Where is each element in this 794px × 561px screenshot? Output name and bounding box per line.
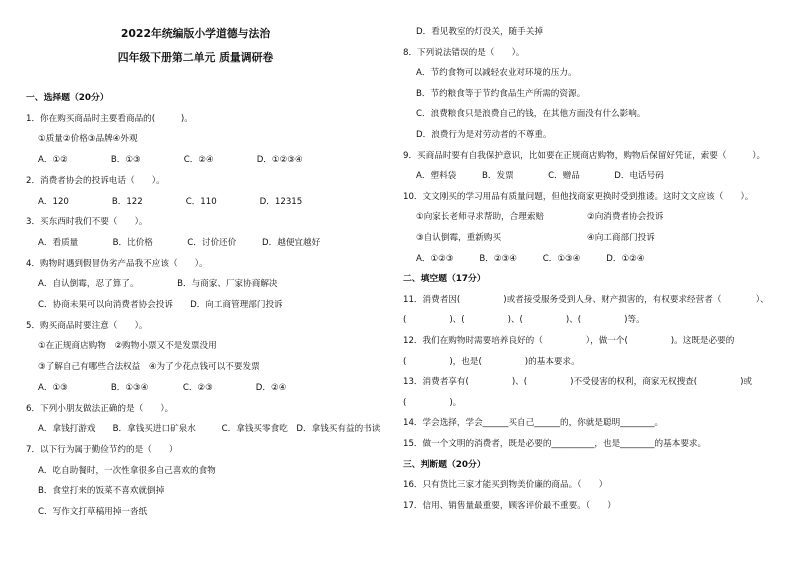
question-line: 6．下列小朋友做法正确的是（ ）。 xyxy=(26,403,174,414)
question-line: A．塑料袋 B．发票 C．赠品 D．电话号码 xyxy=(416,171,664,182)
question-line: 8．下列说法错误的是（ ）。 xyxy=(403,47,525,58)
title-line-1: 2022年统编版小学道德与法治 xyxy=(120,27,271,40)
question-line: ①在正规商店购物 ②购物小票又不是发票没用 xyxy=(38,341,217,352)
question-line: 2．消费者协会的投诉电话（ ）。 xyxy=(26,175,165,186)
question-line: 5．购买商品时要注意（ ）。 xyxy=(26,320,148,331)
question-line: A．①② B．①③ C．②④ D．①②③④ xyxy=(38,155,303,166)
section-heading: 三、判断题（20分） xyxy=(403,459,486,470)
question-line: D．浪费行为是对劳动者的不尊重。 xyxy=(416,130,552,140)
title-line-2: 四年级下册第二单元 质量调研卷 xyxy=(117,51,274,64)
question-line: 16．只有货比三家才能买到物美价廉的商品。（ ） xyxy=(403,480,608,491)
question-line: 12．我们在购物时需要培养良好的（ ），做一个( )。这既是必要的 xyxy=(403,336,735,346)
question-line: A．自认倒霉，忍了算了。 B．与商家、厂家协商解决 xyxy=(38,279,278,290)
question-line: ①向家长老师寻求帮助，合理索赔 ②向消费者协会投诉 xyxy=(416,212,664,223)
question-line: ③自认倒霉，重新购买 ④向工商部门投诉 xyxy=(416,233,655,243)
question-line: 9．买商品时要有自我保护意识，比如要在正规商店购物，购物后保留好凭证，索要（ ）。 xyxy=(403,150,766,161)
question-line: 15．做一个文明的消费者，既是必要的__________，也是________的基本要求。 xyxy=(403,439,707,449)
question-line: 3．买东西时我们不要（ ）。 xyxy=(26,217,148,228)
question-line: B．食堂打来的饭菜不喜欢就倒掉 xyxy=(38,486,165,497)
question-line: A．①③ B．①③④ C．②③ D．②④ xyxy=(38,382,287,393)
section-heading: 一、选择题（20分） xyxy=(26,93,109,103)
question-line: ③了解自己有哪些合法权益 ④为了少花点钱可以不要发票 xyxy=(38,362,260,373)
question-line: 7．以下行为属于勤俭节约的是（ ） xyxy=(26,444,178,455)
question-line: B．节约粮食等于节约食品生产所需的资源。 xyxy=(416,88,586,99)
question-line: A．①②③ B．②③④ C．①③④ D．①②④ xyxy=(416,253,645,264)
question-line: A．看质量 B．比价格 C．讨价还价 D．越便宜越好 xyxy=(38,237,321,248)
question-line: C．写作文打草稿用掉一沓纸 xyxy=(38,507,148,517)
question-line: D．看见教室的灯没关，随手关掉 xyxy=(416,27,543,37)
question-line: ①质量②价格③品牌④外观 xyxy=(38,134,138,145)
question-line: 13．消费者享有( )、( )不受侵害的权利，商家无权搜查( )或 xyxy=(403,377,753,388)
question-line: 11．消费者因( )或者接受服务受到人身、财产损害的，有权要求经营者（ ）、 xyxy=(403,294,769,305)
section-heading: 二、填空题（17分） xyxy=(403,274,486,285)
question-line: ( )、( )、( )、( )等。 xyxy=(403,315,645,326)
question-line: ( )，也是( )的基本要求。 xyxy=(403,356,580,367)
question-line: A．拿钱打游戏 B．拿钱买进口矿泉水 C．拿钱买零食吃 D．拿钱买有益的书读 xyxy=(38,424,381,435)
question-line: A．节约食物可以减轻农业对环境的压力。 xyxy=(416,68,577,79)
question-line: C．浪费粮食只是浪费自己的钱，在其他方面没有什么影响。 xyxy=(416,109,646,120)
question-line: 17．信用、销售量最重要，顾客评价最不重要。（ ） xyxy=(403,500,616,511)
question-line: A．吃自助餐时，一次性拿很多自己喜欢的食物 xyxy=(38,465,216,476)
question-line: 1．你在购买商品时主要看商品的( )。 xyxy=(26,113,193,124)
question-line: 10．文文刚买的学习用品有质量问题，但他找商家更换时受到推诿。这时文文应该（ ）。 xyxy=(403,191,754,202)
question-line: C．协商未果可以向消费者协会投诉 D．向工商管理部门投诉 xyxy=(38,300,283,310)
question-line: 14．学会选择，学会______买自己______的，你就是聪明________。 xyxy=(403,418,664,429)
question-line: A．120 B．122 C．110 D．12315 xyxy=(38,196,303,207)
question-line: ( )。 xyxy=(403,397,462,408)
question-line: 4．购物时遇到假冒伪劣产品我不应该（ ）。 xyxy=(26,258,208,269)
